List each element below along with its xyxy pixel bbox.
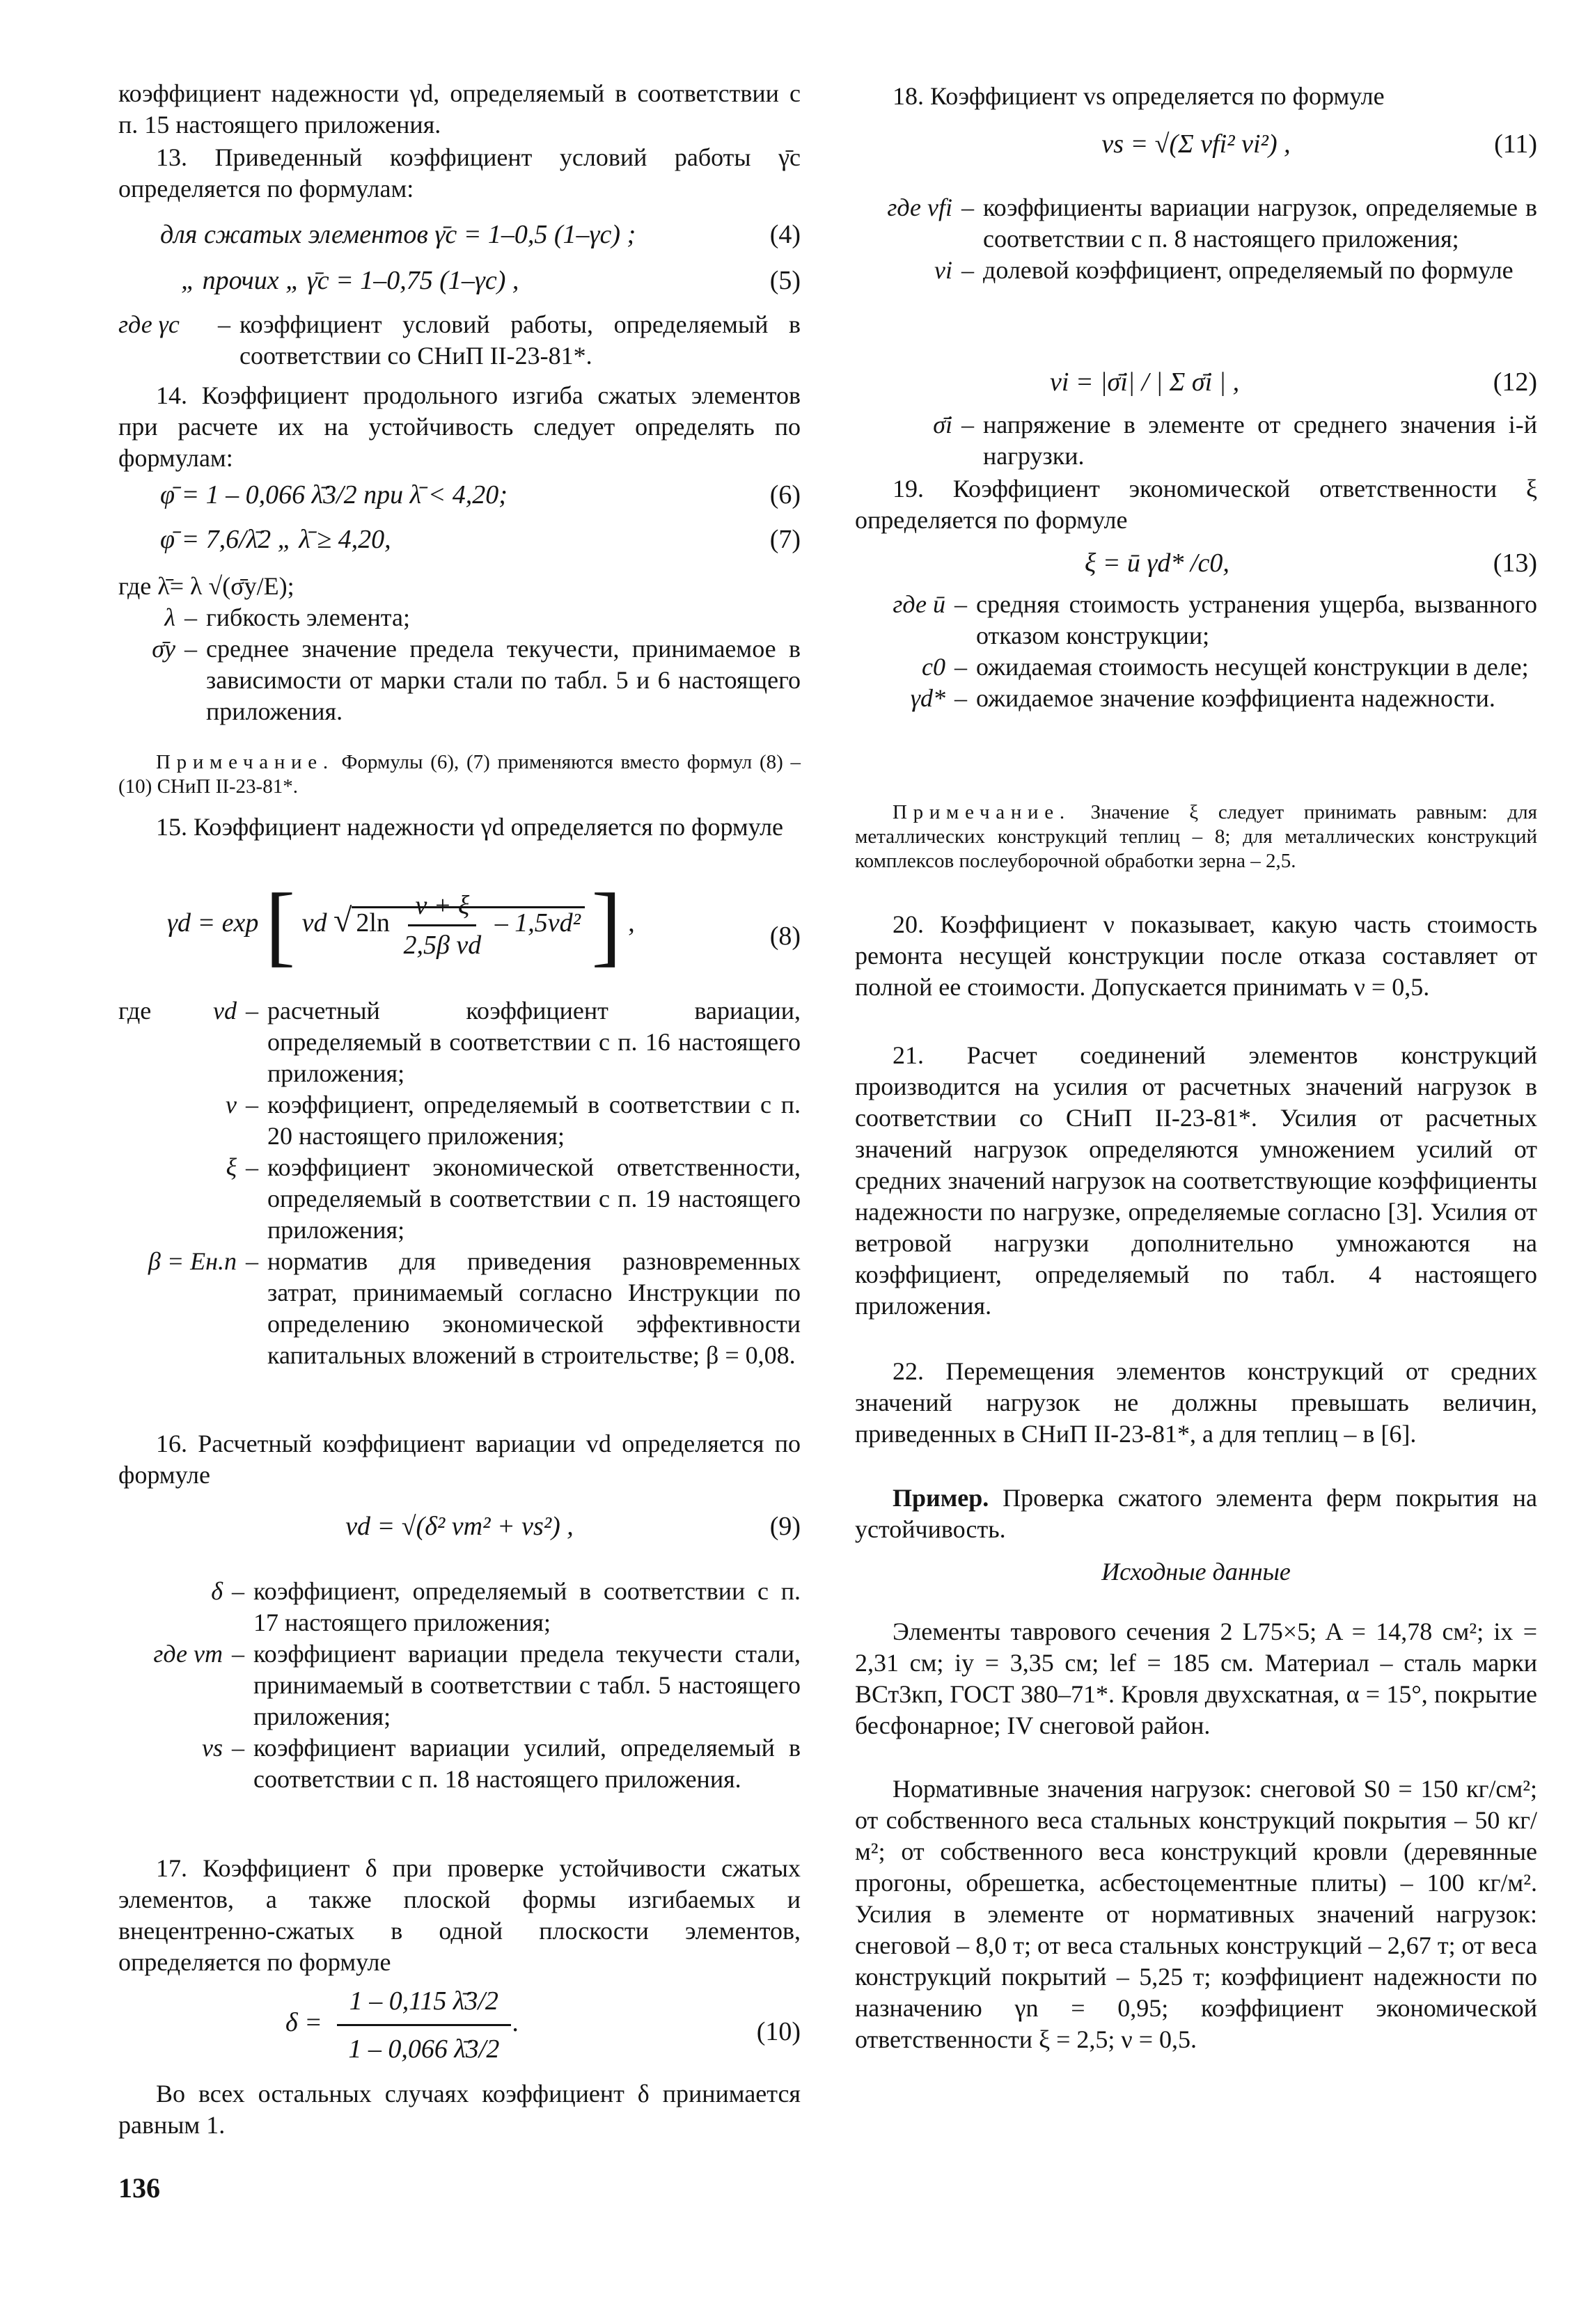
equation-4 — [118, 219, 801, 251]
equation-7 — [118, 523, 801, 555]
beta-symbol: β = Eн.п — [148, 1247, 237, 1275]
lambda-symbol: λ — [164, 603, 175, 631]
nui-definition: долевой коэффициент, определяемый по формуле — [983, 256, 1514, 284]
equation-9-number: (9) — [769, 1512, 801, 1541]
paragraph-18: 18. Коэффициент vs определяется по формуле — [893, 82, 1385, 110]
paragraph-22: 22. Перемещения элементов конструкций от средних значений нагрузок не должны превышать величин, приведенных в СНиП II-23-81*, а для теплиц – в [6]. — [855, 1357, 1537, 1448]
nu-definition: коэффициент, определяемый в соответствии с п. 20 настоящего приложения; — [267, 1091, 801, 1150]
where-13: где γc – коэффициент условий работы, определяемый в соответствии со СНиП II-23-81*. — [118, 309, 801, 372]
note-1-text: Формулы (6), (7) применяются вместо формул (8) – (10) СНиП II-23-81*. — [118, 751, 801, 798]
beta-definition: норматив для приведения разновременных затрат, принимаемый согласно Инструкции по определению экономической эффективности капитальных вложений в строительстве; β = 0,08. — [267, 1247, 801, 1369]
equation-8: γd = exp [ vd √ 2ln $\frac{\nu + \xi}{\text{2,5β vd}}$ – 1,5vd² ] , (8) — [167, 875, 801, 976]
equation-10-denominator: 1 – 0,066 λ̄3/2 — [348, 2034, 500, 2064]
equation-8-frac-top: ν + ξ — [408, 890, 476, 926]
equation-13-number: (13) — [1493, 548, 1537, 578]
xi-definition: коэффициент экономической ответственности, определяемый в соответствии с п. 19 настоящего приложения; — [267, 1153, 801, 1244]
lambda-bar-definition: где λ̄= λ √(σ̄y/E); — [118, 572, 294, 600]
example-label: Пример. — [893, 1484, 989, 1512]
vs-symbol: vs — [202, 1734, 223, 1762]
vd-symbol: vd — [213, 997, 237, 1025]
note-2 — [855, 800, 1537, 874]
sigma-y-definition: среднее значение предела текучести, принимаемое в зависимости от марки стали по табл. 5 и 6 настоящего приложения. — [206, 635, 801, 725]
paragraph-14: 14. Коэффициент продольного изгиба сжатых элементов при расчете их на устойчивость следует определять по формулам: — [118, 381, 801, 472]
u-bar-symbol: где ū — [893, 590, 945, 618]
note-2-label: Примечание. — [893, 801, 1071, 823]
initial-data-paragraph-1: Элементы таврового сечения 2 L75×5; A = 14,78 см²; ix = 2,31 см; iy = 3,35 см; lef = 185 см. Материал – сталь марки ВСт3кп, ГОСТ 380–71*. Кровля двухскатная, α = 15°, покрытие бесфонарное; IV снеговой район. — [855, 1618, 1537, 1739]
equation-11-number: (11) — [1494, 129, 1537, 159]
equation-7-number: (7) — [769, 525, 801, 554]
paragraph-19: 19. Коэффициент экономической ответственности ξ определяется по формуле — [855, 475, 1537, 534]
vfi-symbol: где vfi — [887, 193, 952, 221]
equation-8-tail: – 1,5vd² — [494, 908, 581, 938]
vs-definition: коэффициент вариации усилий, определяемый в соответствии с п. 18 настоящего приложения. — [253, 1734, 801, 1793]
where-19: где ū – средняя стоимость устранения ущерба, вызванного отказом конструкции; c0 – ожидаемая стоимость несущей конструкции в деле; γd* – ожидаемое значение коэффициента надежности. — [855, 589, 1537, 714]
paragraph-17-end: Во всех остальных случаях коэффициент δ принимается равным 1. — [118, 2080, 801, 2139]
where-word: где — [118, 997, 152, 1025]
equation-11-text: vs = √(Σ vfi² νi²) , — [1101, 129, 1291, 159]
equation-6-text: φ̄ = 1 – 0,066 λ̄3/2 при λ̄ < 4,20; — [160, 480, 508, 509]
where-14: где λ̄= λ √(σ̄y/E); λ – гибкость элемента; σ̄y – среднее значение предела текучести, принимаемое в зависимости от марки стали по табл. 5 и 6 настоящего приложения. — [118, 571, 801, 727]
equation-12-text: νi = |σ̄i| / | Σ σ̄i | , — [1050, 367, 1240, 397]
paragraph-13: 13. Приведенный коэффициент условий работы γ̄c определяется по формулам: — [118, 143, 801, 203]
sigma-i-symbol: σ̄i — [933, 411, 952, 438]
lambda-definition: гибкость элемента; — [206, 603, 410, 631]
delta-definition: коэффициент, определяемый в соответствии с п. 17 настоящего приложения; — [253, 1577, 801, 1636]
equation-11 — [855, 128, 1537, 160]
equation-5-text: „ прочих „ γ̄c = 1–0,75 (1–γc) , — [181, 266, 519, 295]
equation-8-vd: vd — [301, 908, 327, 938]
note-1-label: Примечание. — [156, 751, 334, 773]
equation-4-number: (4) — [769, 220, 801, 249]
page-number: 136 — [118, 2172, 160, 2204]
equation-8-frac-bottom: 2,5β vd — [403, 931, 482, 960]
initial-data-paragraph-2: Нормативные значения нагрузок: снеговой S0 = 150 кг/см²; от собственного веса стальных конструкций покрытия – 50 кг/м²; от собственного веса конструкций кровли (деревянные прогоны, обрешетка, асбестоцементные плиты) – 100 кг/м². Усилия в элементе от нормативных значений нагрузок: снеговой – 8,0 т; от веса стальных конструкций – 2,67 т; от веса конструкций покрытий – 5,25 т; коэффициент надежности по назначению γn = 0,95; коэффициент экономической ответственности ξ = 2,5; ν = 0,5. — [855, 1775, 1537, 2053]
example-text: Проверка сжатого элемента ферм покрытия на устойчивость. — [855, 1484, 1537, 1543]
xi-symbol: ξ — [226, 1153, 237, 1181]
sigma-y-symbol: σ̄y — [152, 635, 175, 663]
equation-10-numerator: 1 – 0,115 λ̄3/2 — [337, 1985, 511, 2026]
example — [855, 1483, 1537, 1545]
equation-6 — [118, 479, 801, 511]
vm-definition: коэффициент вариации предела текучести стали, принимаемый в соответствии с табл. 5 настоящего приложения; — [253, 1640, 801, 1730]
paragraph-12-continuation: коэффициент надежности γd, определяемый в соответствии с п. 15 настоящего приложения. — [118, 79, 801, 139]
equation-5 — [118, 264, 801, 297]
equation-8-lhs: γd = exp — [167, 908, 259, 938]
where-18-sigma: σ̄i – напряжение в элементе от среднего значения i-й нагрузки. — [855, 409, 1537, 472]
delta-symbol: δ — [211, 1577, 223, 1605]
gamma-d-star-definition: ожидаемое значение коэффициента надежности. — [976, 684, 1495, 712]
nui-symbol: νi — [934, 256, 952, 284]
equation-13-text: ξ = ū γd* /c0, — [1085, 548, 1229, 578]
paragraph-20: 20. Коэффициент ν показывает, какую часть стоимость ремонта несущей конструкции после отказа составляет от полной ее стоимости. Допускается принимать ν = 0,5. — [855, 910, 1537, 1001]
equation-5-number: (5) — [769, 266, 801, 295]
paragraph-21: 21. Расчет соединений элементов конструкций производится на усилия от расчетных значений нагрузок в соответствии со СНиП II-23-81*. Усилия от расчетных значений нагрузок определяются умножением усилий от средних значений нагрузок на соответствующие коэффициенты надежности по нагрузке, определяемые согласно [3]. Усилия от ветровой нагрузки дополнительно умножаются на коэффициент, определяемый по табл. 4 настоящего приложения. — [855, 1041, 1537, 1320]
vfi-definition: коэффициенты вариации нагрузок, определяемые в соответствии с п. 8 настоящего приложения; — [983, 193, 1537, 253]
equation-10: δ = $\frac{1 - 0,115 \lambdā3/2}{1 - 0,066 \lambdā3/2}$ . (10) — [285, 1986, 801, 2064]
initial-data-heading: Исходные данные — [1101, 1558, 1291, 1586]
equation-10-lhs: δ = — [285, 2008, 322, 2038]
gamma-c-symbol: где γc — [118, 310, 180, 338]
equation-10-number: (10) — [756, 2017, 801, 2046]
equation-12 — [855, 366, 1537, 398]
paragraph-15: 15. Коэффициент надежности γd определяется по формуле — [156, 813, 784, 841]
equation-13 — [855, 547, 1537, 579]
equation-8-number: (8) — [769, 922, 801, 951]
note-2-text: Значение ξ следует принимать равным: для металлических конструкций теплиц – 8; для металлических конструкций комплексов послеуборочной обработки зерна – 2,5. — [855, 801, 1537, 872]
where-18: где vfi – коэффициенты вариации нагрузок, определяемые в соответствии с п. 8 настоящего приложения; νi – долевой коэффициент, определяемый по формуле — [855, 192, 1537, 286]
note-1 — [118, 750, 801, 799]
paragraph-17: 17. Коэффициент δ при проверке устойчивости сжатых элементов, а также плоской формы изгибаемых и внецентренно-сжатых в одной плоскости элементов, определяется по формуле — [118, 1854, 801, 1976]
vd-definition: расчетный коэффициент вариации, определяемый в соответствии с п. 16 настоящего приложения; — [267, 997, 801, 1087]
equation-6-number: (6) — [769, 480, 801, 509]
c0-symbol: c0 — [922, 653, 945, 681]
u-bar-definition: средняя стоимость устранения ущерба, вызванного отказом конструкции; — [976, 590, 1537, 649]
equation-4-text: для сжатых элементов γ̄c = 1–0,5 (1–γc) ; — [160, 220, 636, 249]
gamma-c-definition: коэффициент условий работы, определяемый в соответствии со СНиП II-23-81*. — [239, 310, 801, 370]
vm-symbol: где vm — [153, 1640, 223, 1668]
where-15: где vd – расчетный коэффициент вариации, определяемый в соответствии с п. 16 настоящего приложения; ν – коэффициент, определяемый в соответствии с п. 20 настоящего приложения; ξ – коэффициент экономической ответственности, определяемый в соответствии с п. 19 настоящего приложения; β = Eн.п – норматив для приведения разновременных затрат, принимаемый согласно Инструкции по определению экономической эффективности капитальных вложений в строительстве; β = 0,08. — [118, 995, 801, 1371]
paragraph-16: 16. Расчетный коэффициент вариации vd определяется по формуле — [118, 1430, 801, 1489]
where-16: δ – коэффициент, определяемый в соответствии с п. 17 настоящего приложения; где vm – коэффициент вариации предела текучести стали, принимаемый в соответствии с табл. 5 настоящего приложения; vs – коэффициент вариации усилий, определяемый в соответствии с п. 18 настоящего приложения. — [118, 1576, 801, 1795]
c0-definition: ожидаемая стоимость несущей конструкции в деле; — [976, 653, 1529, 681]
equation-12-number: (12) — [1493, 367, 1537, 397]
equation-9 — [118, 1510, 801, 1542]
equation-9-text: vd = √(δ² vm² + vs²) , — [345, 1512, 574, 1541]
nu-symbol: ν — [226, 1091, 237, 1118]
sigma-i-definition: напряжение в элементе от среднего значения i-й нагрузки. — [983, 411, 1537, 470]
equation-7-text: φ̄ = 7,6/λ̄2 „ λ̄ ≥ 4,20, — [160, 525, 391, 554]
gamma-d-star-symbol: γd* — [910, 684, 945, 712]
